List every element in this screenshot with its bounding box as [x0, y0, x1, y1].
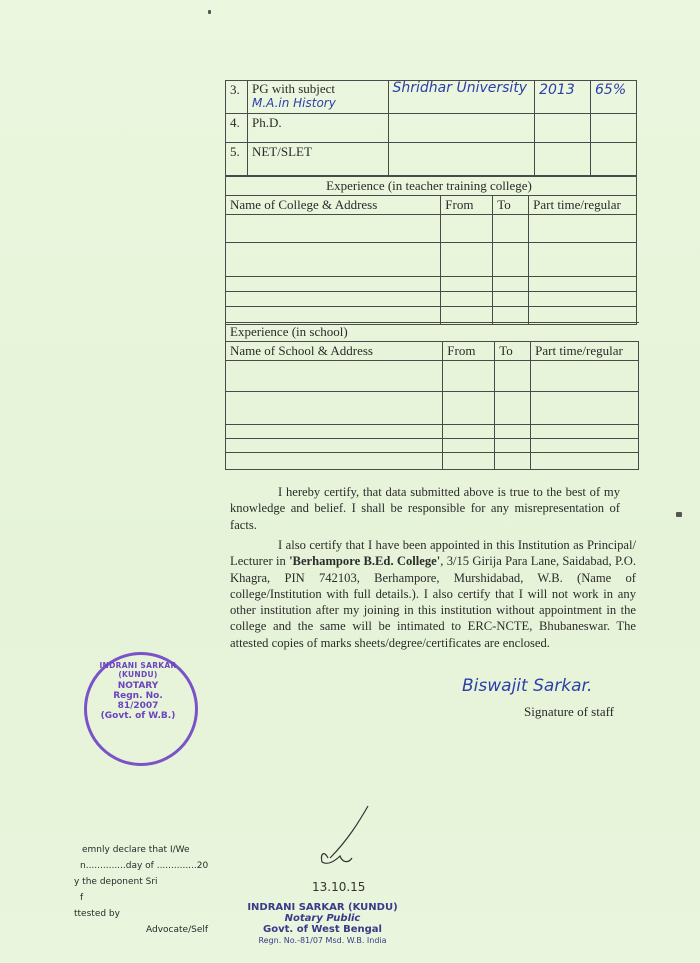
college-experience-heading: Experience (in teacher training college): [226, 177, 637, 196]
stamp-line: 81/2007: [117, 701, 159, 711]
affidavit-line: n..............day of ..............20: [80, 861, 209, 871]
pg-subject-handwritten: M.A.in History: [251, 96, 336, 110]
empty-cell: [388, 143, 535, 176]
qualification-row-net: [226, 143, 637, 176]
certification-paragraph-2: [230, 537, 636, 651]
seal-govt: Govt. of West Bengal: [263, 924, 382, 935]
notary-signature-mark: [300, 800, 390, 880]
column-header: From: [443, 342, 495, 361]
stamp-line: NOTARY: [117, 681, 159, 691]
column-header: To: [493, 196, 529, 215]
qualifications-table: [225, 80, 637, 176]
stamp-center: [87, 681, 189, 721]
school-header-row: [226, 342, 639, 361]
empty-cell: [591, 143, 637, 176]
para2-text-b: , 3/15 Girija Para Lane, Saidabad, P.O. Khagra, PIN 742103, Berhampore, Murshidabad, W.B. (Name of college/Institution with full details.). I also certify that I will not work in any other institution after my joining in this institution without appointment in the college and the same will be intimated to ERC-NCTE, Bhubaneswar. The attested copies of marks sheets/degree/certificates are enclosed.: [230, 554, 637, 650]
affidavit-line: Advocate/Self: [146, 925, 209, 935]
empty-cell: [535, 114, 591, 143]
column-header: To: [495, 342, 531, 361]
affidavit-line: y the deponent Sri: [74, 877, 158, 887]
affidavit-line: emnly declare that I/We: [82, 845, 190, 855]
affidavit-line: ttested by: [74, 909, 120, 919]
empty-cell: [591, 114, 637, 143]
column-header: Part time/regular: [531, 342, 639, 361]
school-experience-table: [225, 322, 639, 470]
stamp-line: Regn. No.: [113, 691, 163, 701]
notary-seal: [240, 902, 405, 946]
certification-paragraph-1: I hereby certify, that data submitted above is true to the best of my knowledge and belief. I shall be responsible for any misrepresentation of facts.: [230, 485, 620, 532]
row-number: 5.: [226, 143, 248, 176]
row-number: 3.: [226, 81, 248, 114]
signature-caption: Signature of staff: [524, 704, 615, 719]
staff-signature: Biswajit Sarkar.: [462, 676, 593, 696]
pg-marks-handwritten: 65%: [591, 81, 637, 114]
pg-label: PG with subject: [251, 81, 336, 96]
qualification-row-phd: [226, 114, 637, 143]
empty-cell: [535, 143, 591, 176]
column-header: From: [441, 196, 493, 215]
column-header: Part time/regular: [529, 196, 637, 215]
affidavit-form: [74, 842, 230, 938]
college-experience-table: [225, 176, 637, 325]
qualification-row-pg: [226, 81, 637, 114]
phd-label: Ph.D.: [247, 114, 388, 143]
stamp-ring-text: INDRANI SARKAR (KUNDU): [99, 661, 177, 679]
seal-name: INDRANI SARKAR (KUNDU): [247, 902, 398, 913]
net-label: NET/SLET: [247, 143, 388, 176]
speck: [676, 512, 682, 517]
stamp-line: (Govt. of W.B.): [100, 711, 176, 721]
row-number: 4.: [226, 114, 248, 143]
notary-stamp: [84, 652, 198, 766]
column-header: Name of School & Address: [226, 342, 443, 361]
notary-date-handwritten: 13.10.15: [312, 880, 366, 894]
seal-regn: Regn. No.-81/07 Msd. W.B. India: [258, 936, 387, 945]
speck: [208, 10, 211, 14]
school-experience-heading: Experience (in school): [226, 323, 639, 342]
empty-cell: [388, 114, 535, 143]
column-header: Name of College & Address: [226, 196, 441, 215]
college-header-row: [226, 196, 637, 215]
affidavit-line: f: [80, 893, 84, 903]
pg-university-handwritten: Shridhar University: [388, 81, 535, 114]
college-name: 'Berhampore B.Ed. College': [289, 554, 441, 569]
para2-text-a: I also certify that I have been appointed in this Institution as Principal/ Lecturer in: [230, 538, 636, 569]
qualification-label: [247, 81, 388, 114]
seal-title: Notary Public: [284, 913, 361, 924]
pg-year-handwritten: 2013: [535, 81, 591, 114]
